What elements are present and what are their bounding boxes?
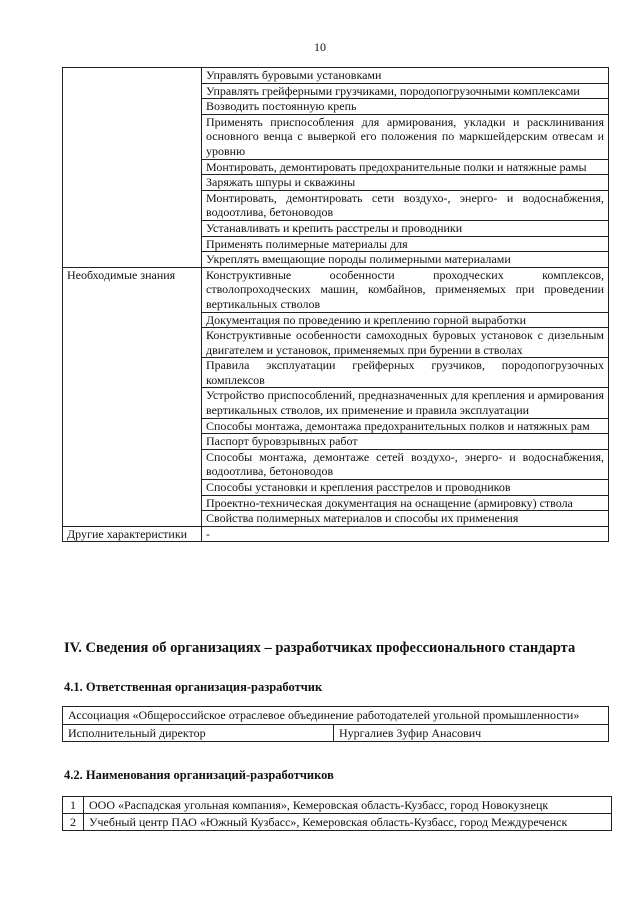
table-row — [63, 526, 609, 542]
row-text: - — [202, 526, 609, 542]
position: Исполнительный директор — [63, 724, 334, 742]
developer-number: 1 — [63, 797, 84, 814]
developer-name: Учебный центр ПАО «Южный Кузбасс», Кемеровская область-Кузбасс, город Междуреченск — [84, 814, 612, 831]
developer-name: ООО «Распадская угольная компания», Кемеровская область-Кузбасс, город Новокузнецк — [84, 797, 612, 814]
row-text: Применять приспособления для армирования, укладки и расклинивания основного венца с выверкой его положения по маркшейдерским отвесам и уровню — [202, 114, 609, 159]
row-text: Способы установки и крепления расстрелов и проводников — [202, 480, 609, 496]
row-text: Проектно-техническая документация на оснащение (армировку) ствола — [202, 495, 609, 511]
row-text: Устройство приспособлений, предназначенных для крепления и армирования вертикальных стволов, их применение и правила эксплуатации — [202, 388, 609, 418]
row-text: Монтировать, демонтировать сети воздухо-, энерго- и водоснабжения, водоотлива, бетоноводов — [202, 190, 609, 220]
row-text: Конструктивные особенности самоходных буровых установок с дизельным двигателем и установок, применяемых при бурении в стволах — [202, 328, 609, 358]
section-title: IV. Сведения об организациях – разработчиках профессионального стандарта — [64, 640, 576, 656]
page-number: 10 — [314, 40, 326, 54]
row-text: Способы монтажа, демонтажа предохранительных полков и натяжных рам — [202, 418, 609, 434]
row-text: Управлять буровыми установками — [202, 68, 609, 84]
subsection-title-developers: 4.2. Наименования организаций-разработчиков — [64, 768, 334, 782]
row-label — [63, 68, 202, 268]
row-text: Свойства полимерных материалов и способы их применения — [202, 511, 609, 527]
table-row — [63, 707, 609, 725]
row-text: Укреплять вмещающие породы полимерными материалами — [202, 252, 609, 268]
row-text: Документация по проведению и креплению горной выработки — [202, 312, 609, 328]
subsection-title-responsible: 4.1. Ответственная организация-разработчик — [64, 680, 323, 694]
developers-table — [62, 796, 612, 831]
row-label-other: Другие характеристики — [63, 526, 202, 542]
row-text: Возводить постоянную крепь — [202, 99, 609, 115]
competency-table — [62, 67, 609, 542]
row-text: Заряжать шпуры и скважины — [202, 175, 609, 191]
table-row — [63, 724, 609, 742]
developer-number: 2 — [63, 814, 84, 831]
responsible-org-table — [62, 706, 609, 742]
row-text: Устанавливать и крепить расстрелы и проводники — [202, 220, 609, 236]
table-row — [63, 267, 609, 312]
row-text: Способы монтажа, демонтаже сетей воздухо-, энерго- и водоснабжения, водоотлива, бетоноводов — [202, 449, 609, 479]
row-text: Конструктивные особенности проходческих комплексов, стволопроходческих машин, комбайнов, применяемых при проведении вертикальных стволов — [202, 267, 609, 312]
table-row — [63, 814, 612, 831]
row-text: Паспорт буровзрывных работ — [202, 434, 609, 450]
org-name: Ассоциация «Общероссийское отраслевое объединение работодателей угольной промышленности» — [63, 707, 609, 725]
row-label-knowledge: Необходимые знания — [63, 267, 202, 526]
row-text: Применять полимерные материалы для — [202, 236, 609, 252]
person-name: Нургалиев Зуфир Анасович — [334, 724, 609, 742]
table-row — [63, 797, 612, 814]
row-text: Управлять грейферными грузчиками, породопогрузочными комплексами — [202, 83, 609, 99]
row-text: Монтировать, демонтировать предохранительные полки и натяжные рамы — [202, 159, 609, 175]
row-text: Правила эксплуатации грейферных грузчиков, породопогрузочных комплексов — [202, 358, 609, 388]
table-row — [63, 68, 609, 84]
